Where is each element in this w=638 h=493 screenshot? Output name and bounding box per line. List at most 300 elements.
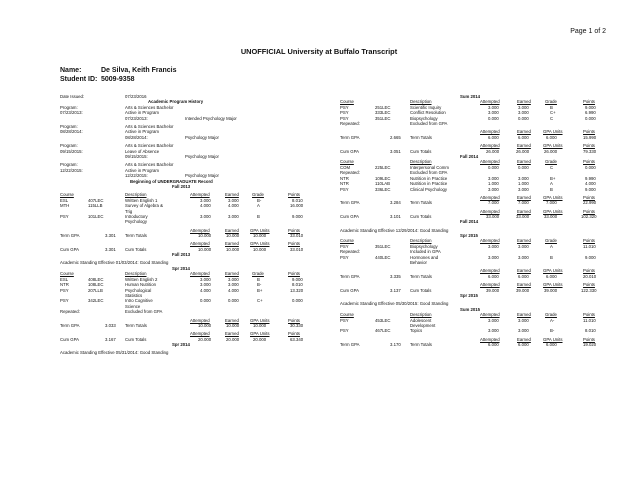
transcript-cell: Sum 2015 (460, 306, 481, 312)
transcript-cell: 19.020 (583, 342, 597, 348)
transcript-cell: COM (340, 164, 351, 170)
transcript-cell: Excluded from GPA (410, 121, 448, 127)
transcript-cell: Description (410, 238, 432, 244)
transcript-cell: Term Totals (410, 134, 432, 140)
transcript-cell: 3.000 (518, 254, 529, 260)
transcript-cell: Beginning of UNDERGRADUATE Record (130, 178, 213, 184)
transcript-cell: 09/15/2015: (60, 148, 83, 154)
transcript-cell: 3.000 (228, 282, 239, 288)
transcript-cell: 3.000 (518, 110, 529, 116)
transcript-cell: Cum Totals (410, 213, 432, 219)
transcript-cell: Attempted (190, 227, 210, 233)
transcript-cell: PSY (340, 317, 349, 323)
transcript-cell: Arts & Sciences Bachelor (125, 104, 174, 110)
transcript-cell: Academic Standing Effective 05/30/2015: Good Standing (340, 301, 449, 307)
transcript-cell: 07/23/2013: (60, 110, 83, 116)
transcript-cell: 33.000 (486, 213, 500, 219)
transcript-cell: Conflict Resolution (410, 110, 446, 116)
transcript-line (340, 342, 610, 347)
transcript-cell: PSY (340, 110, 349, 116)
transcript-cell: Nutrition in Practice (410, 175, 448, 181)
transcript-cell: A- (550, 317, 555, 323)
transcript-cell: Clinical Psychology (410, 186, 448, 192)
transcript-cell: Excluded from GPA (125, 309, 163, 315)
transcript-cell: 4.000 (228, 203, 239, 209)
transcript-cell: GPA Units (250, 317, 270, 323)
transcript-cell: 101LEC (88, 213, 104, 219)
transcript-cell: Psychological (125, 287, 152, 293)
transcript-cell: Arts & Sciences Bachelor (125, 123, 174, 129)
transcript-cell: 0.000 (488, 164, 499, 170)
transcript-cell: 102.320 (581, 213, 597, 219)
transcript-cell: 10.000 (226, 246, 240, 252)
transcript-cell: 3.000 (488, 110, 499, 116)
transcript-cell: 3.284 (390, 200, 401, 206)
transcript-cell: Human Nutrition (125, 282, 157, 288)
transcript-cell: Course (340, 238, 354, 244)
transcript-cell: 3.137 (390, 287, 401, 293)
transcript-cell: 10.000 (253, 233, 267, 239)
transcript-left-column (60, 94, 325, 489)
transcript-cell: 225LEC (375, 164, 391, 170)
transcript-cell: Written English 2 (125, 276, 158, 282)
transcript-cell: Points (583, 282, 595, 288)
transcript-cell: Statistics (125, 293, 143, 299)
transcript-cell: Survey of Algebra & (125, 203, 163, 209)
transcript-cell: PSY (340, 243, 349, 249)
transcript-cell: GPA Units (543, 282, 563, 288)
transcript-cell: 1.000 (488, 181, 499, 187)
transcript-cell: Biopsychology (410, 243, 438, 249)
transcript-cell: Cum GPA (60, 336, 80, 342)
transcript-cell: Earned (225, 192, 239, 198)
transcript-cell: Attempted (480, 194, 500, 200)
transcript-cell: Points (288, 331, 300, 337)
transcript-cell: 342LEC (88, 298, 104, 304)
transcript-cell: NTR (340, 175, 349, 181)
transcript-cell: Points (583, 238, 595, 244)
transcript-cell: Earned (225, 241, 239, 247)
transcript-cell: Active in Program (125, 129, 159, 135)
transcript-cell: 33.010 (290, 233, 304, 239)
transcript-cell: 6.000 (488, 342, 499, 348)
transcript-cell: Term Totals (410, 342, 432, 348)
transcript-cell: 3.000 (228, 213, 239, 219)
transcript-cell: Attempted (480, 336, 500, 342)
transcript-cell: 2.665 (390, 134, 401, 140)
transcript-cell: Scientific Inquiry (410, 104, 442, 110)
transcript-cell: Cum GPA (340, 287, 360, 293)
transcript-cell: B (550, 104, 553, 110)
transcript-cell: Course (340, 99, 354, 105)
transcript-cell: Repeated: (340, 170, 360, 176)
transcript-cell: 6.000 (518, 134, 529, 140)
transcript-cell: Description (410, 312, 432, 318)
transcript-cell: Intro Cognitive (125, 298, 153, 304)
transcript-cell: Grade (252, 271, 264, 277)
transcript-cell: Cum GPA (340, 213, 360, 219)
transcript-cell: Academic Standing Effective 12/29/2014: Good Standing (340, 227, 449, 233)
transcript-cell: 10.000 (253, 323, 267, 328)
transcript-cell: GPA Units (250, 227, 270, 233)
transcript-cell: PSY (340, 115, 349, 121)
transcript-cell: Psychology Major (185, 134, 219, 140)
transcript-cell: Points (583, 194, 595, 200)
transcript-cell: PSY (60, 298, 69, 304)
transcript-cell: 3.000 (488, 243, 499, 249)
transcript-cell: Points (583, 208, 595, 214)
transcript-cell: 79.330 (583, 148, 597, 154)
transcript-cell: 10.000 (198, 323, 212, 328)
transcript-cell: 4.000 (228, 287, 239, 293)
transcript-cell: Hormones and (410, 254, 439, 260)
transcript-cell: Earned (225, 271, 239, 277)
transcript-cell: 3.000 (488, 104, 499, 110)
transcript-cell: Points (583, 268, 595, 274)
transcript-cell: Spr 2015 (460, 233, 478, 239)
transcript-cell: 3.301 (105, 233, 116, 239)
transcript-cell: 6.000 (546, 134, 557, 140)
transcript-cell: 9.000 (585, 186, 596, 192)
transcript-cell: A (257, 203, 260, 209)
transcript-cell: 9.000 (585, 104, 596, 110)
transcript-cell: 20.000 (198, 336, 212, 342)
transcript-cell: 13.320 (290, 287, 304, 293)
transcript-cell: Attempted (480, 143, 500, 149)
transcript-cell: 3.000 (518, 104, 529, 110)
transcript-cell: 09/15/2015: (125, 153, 148, 159)
transcript-cell: 122.330 (581, 287, 597, 293)
transcript-cell: 30.330 (290, 323, 304, 328)
transcript-cell: 9.000 (292, 213, 303, 219)
transcript-cell: Earned (517, 238, 531, 244)
transcript-cell: Program: (60, 104, 78, 110)
transcript-cell: 12/22/2015: (60, 167, 83, 173)
transcript-cell: Description (410, 99, 432, 105)
transcript-cell: Term Totals (125, 233, 147, 239)
transcript-cell: B- (257, 282, 262, 288)
transcript-cell: 336LEC (375, 186, 391, 192)
transcript-cell: Points (288, 317, 300, 323)
transcript-cell: Academic Standing Effective 01/03/2014: Good Standing (60, 260, 169, 266)
transcript-cell: B (550, 186, 553, 192)
transcript-cell: 6.000 (546, 273, 557, 279)
transcript-cell: 3.000 (518, 328, 529, 334)
transcript-cell: 251LEC (375, 104, 391, 110)
transcript-cell: Term GPA (340, 342, 360, 348)
student-name-label: Name: (60, 67, 82, 74)
transcript-cell: Points (288, 227, 300, 233)
transcript-cell: Grade (545, 312, 557, 318)
transcript-cell: Grade (545, 99, 557, 105)
transcript-cell: Description (125, 271, 147, 277)
transcript-cell: GPA Units (543, 268, 563, 274)
transcript-cell: Fall 2013 (172, 183, 191, 189)
transcript-cell: Written English 1 (125, 197, 158, 203)
transcript-cell: 0.000 (228, 298, 239, 304)
transcript-cell: 467LEC (375, 328, 391, 334)
transcript-cell: Academic Program History (148, 99, 204, 105)
student-id-label: Student ID: (60, 76, 98, 83)
transcript-cell: 7.000 (488, 200, 499, 206)
transcript-cell: Adolescent (410, 317, 432, 323)
transcript-cell: Attempted (480, 99, 500, 105)
transcript-cell: Term GPA (340, 200, 360, 206)
transcript-cell: Interpersonal Comm (410, 164, 449, 170)
transcript-cell: Attempted (480, 208, 500, 214)
transcript-cell: Intended Psychology Major (185, 115, 237, 121)
transcript-cell: Course (60, 271, 74, 277)
transcript-cell: 351LEC (375, 243, 391, 249)
transcript-cell: Grade (545, 159, 557, 165)
transcript-cell: Attempted (190, 241, 210, 247)
transcript-cell: GPA Units (543, 194, 563, 200)
transcript-cell: Term GPA (60, 233, 80, 239)
transcript-cell: 8.010 (292, 282, 303, 288)
transcript-cell: 3.101 (390, 213, 401, 219)
transcript-cell: 39.000 (516, 287, 530, 293)
transcript-cell: Active in Program (125, 110, 159, 116)
transcript-cell: 3.000 (488, 186, 499, 192)
transcript-cell: 7.000 (546, 200, 557, 206)
transcript-cell: 0.000 (518, 115, 529, 121)
transcript-cell: NTR (60, 282, 69, 288)
transcript-cell: Description (410, 159, 432, 165)
transcript-cell: PSY (340, 186, 349, 192)
transcript-cell: Attempted (190, 317, 210, 323)
transcript-cell: Points (583, 129, 595, 135)
transcript-cell: B+ (550, 175, 556, 181)
transcript-cell: 4.000 (585, 181, 596, 187)
transcript-cell: A (550, 181, 553, 187)
transcript-cell: Arts & Sciences Bachelor (125, 162, 174, 168)
document-title: UNOFFICIAL University at Buffalo Transcript (240, 47, 398, 56)
transcript-cell: Fall 2014 (460, 153, 479, 159)
transcript-cell: 10.000 (198, 246, 212, 252)
transcript-cell: 6.000 (518, 342, 529, 348)
transcript-cell: 22.990 (583, 200, 597, 206)
page-number: Page 1 of 2 (570, 28, 606, 35)
transcript-cell: Spr 2014 (172, 342, 190, 348)
transcript-cell: 3.000 (200, 282, 211, 288)
transcript-cell: 0.000 (518, 164, 529, 170)
transcript-cell: Points (288, 241, 300, 247)
transcript-cell: B- (550, 328, 555, 334)
transcript-cell: PSY (340, 254, 349, 260)
transcript-cell: Course (60, 192, 74, 198)
transcript-cell: Fall 2013 (172, 252, 191, 258)
transcript-cell: PSY (60, 213, 69, 219)
transcript-cell: Trig (125, 208, 133, 214)
transcript-cell: Repeated: (340, 121, 360, 127)
transcript-cell: Science (125, 303, 141, 309)
transcript-cell: 6.000 (518, 273, 529, 279)
transcript-cell: 3.000 (518, 186, 529, 192)
transcript-cell: 08/28/2014: (60, 129, 83, 135)
transcript-cell: 3.000 (200, 276, 211, 282)
student-name: De Silva, Keith Francis (101, 67, 177, 74)
transcript-cell: Earned (517, 336, 531, 342)
transcript-cell: 207LLB (88, 287, 103, 293)
transcript-cell: 26.000 (516, 148, 530, 154)
transcript-cell: Term Totals (410, 200, 432, 206)
transcript-cell: 407LEC (88, 197, 104, 203)
transcript-cell: Cum GPA (60, 246, 80, 252)
transcript-cell: Points (583, 99, 595, 105)
transcript-cell: Earned (517, 129, 531, 135)
transcript-cell: 9.990 (585, 175, 596, 181)
transcript-cell: Earned (517, 312, 531, 318)
transcript-cell: Repeated: (340, 249, 360, 255)
transcript-cell: 63.340 (290, 336, 304, 342)
transcript-cell: C+ (257, 298, 263, 304)
transcript-cell: 115LLB (88, 203, 103, 209)
transcript-cell: A (550, 243, 553, 249)
transcript-cell: Development (410, 323, 436, 328)
transcript-cell: 10.000 (226, 323, 240, 328)
transcript-cell: 1.000 (518, 181, 529, 187)
transcript-cell: 0.000 (292, 298, 303, 304)
transcript-cell: 351LEC (375, 115, 391, 121)
transcript-cell: 3.000 (518, 243, 529, 249)
transcript-cell: 108LEC (88, 282, 104, 288)
transcript-cell: Attempted (480, 312, 500, 318)
transcript-cell: 3.167 (105, 336, 116, 342)
transcript-cell: GPA Units (543, 143, 563, 149)
transcript-cell: B+ (257, 287, 263, 293)
transcript-cell: Cum Totals (410, 287, 432, 293)
transcript-cell: 12/22/2015: (125, 173, 148, 179)
transcript-cell: 20.010 (583, 273, 597, 279)
transcript-cell: 6.000 (488, 273, 499, 279)
transcript-cell: Attempted (190, 271, 210, 277)
transcript-cell: 8.010 (585, 328, 596, 334)
transcript-cell: 26.000 (486, 148, 500, 154)
transcript-cell: 6.000 (488, 134, 499, 140)
transcript-cell: Program: (60, 143, 78, 149)
transcript-cell: Earned (225, 331, 239, 337)
transcript-cell: 10.000 (226, 233, 240, 239)
transcript-cell: 0.000 (585, 115, 596, 121)
transcript-cell: 3.000 (488, 254, 499, 260)
transcript-cell: Term Totals (125, 323, 147, 328)
student-id: 5009-9358 (101, 76, 135, 83)
transcript-cell: 3.000 (200, 197, 211, 203)
transcript-cell: Points (288, 192, 300, 198)
transcript-cell: Earned (517, 143, 531, 149)
transcript-cell: Cum Totals (410, 148, 432, 154)
transcript-cell: MTH (60, 203, 70, 209)
transcript-cell: 16.000 (290, 203, 304, 209)
transcript-cell: Arts & Sciences Bachelor (125, 143, 174, 149)
transcript-cell: 33.010 (290, 246, 304, 252)
transcript-cell: Psychology Major (185, 153, 219, 159)
transcript-line (60, 350, 325, 355)
transcript-cell: Earned (517, 282, 531, 288)
transcript-cell: 3.000 (518, 175, 529, 181)
transcript-cell: 6.000 (546, 342, 557, 348)
transcript-cell: Points (288, 271, 300, 277)
transcript-cell: Course (340, 159, 354, 165)
transcript-cell: Cum Totals (125, 336, 147, 342)
transcript-cell: PSY (340, 328, 349, 334)
transcript-cell: Attempted (480, 159, 500, 165)
transcript-cell: Behavior (410, 260, 427, 266)
transcript-cell: Attempted (480, 282, 500, 288)
transcript-cell: Academic Standing Effective 05/31/2014: Good Standing (60, 350, 169, 356)
transcript-cell: Sum 2014 (460, 94, 481, 99)
transcript-cell: 39.000 (544, 287, 558, 293)
transcript-cell: 6.990 (585, 110, 596, 116)
transcript-cell: 3.000 (228, 276, 239, 282)
transcript-cell: Psychology Major (185, 173, 219, 179)
transcript-cell: Course (340, 312, 354, 318)
transcript-cell: C (550, 115, 554, 121)
transcript-cell: Grade (545, 238, 557, 244)
transcript-cell: 440LEC (375, 254, 391, 260)
transcript-cell: Biopsychology (410, 115, 438, 121)
transcript-cell: ESL (60, 276, 69, 282)
transcript-cell: Grade (252, 192, 264, 198)
transcript-right-column (340, 94, 610, 489)
transcript-cell: Attempted (190, 331, 210, 337)
transcript-cell: 11.010 (583, 317, 596, 323)
transcript-cell: Term GPA (340, 134, 360, 140)
transcript-cell: 08/28/2014: (125, 134, 148, 140)
transcript-cell: Earned (517, 159, 531, 165)
transcript-cell: B (257, 276, 260, 282)
transcript-cell: 20.000 (253, 336, 267, 342)
transcript-cell: Repeated: (60, 309, 80, 315)
transcript-cell: 0.000 (585, 164, 596, 170)
transcript-cell: 11.010 (583, 243, 596, 249)
transcript-cell: 0.000 (200, 298, 211, 304)
transcript-cell: Term GPA (340, 273, 360, 279)
transcript-cell: 0.000 (488, 115, 499, 121)
transcript-cell: 33.000 (544, 213, 558, 219)
transcript-cell: Points (583, 312, 595, 318)
transcript-cell: B (257, 213, 260, 219)
transcript-cell: 9.000 (585, 254, 596, 260)
transcript-cell: 7.000 (518, 200, 529, 206)
transcript-cell: Description (125, 192, 147, 198)
transcript-cell: Fall 2014 (460, 219, 479, 225)
transcript-cell: Spr 2014 (172, 265, 190, 271)
transcript-cell: Points (583, 159, 595, 165)
transcript-cell: 4.000 (200, 203, 211, 209)
transcript-cell: Earned (517, 268, 531, 274)
transcript-cell: 10.000 (198, 233, 212, 239)
transcript-cell: ESL (60, 197, 69, 203)
transcript-cell: 39.000 (486, 287, 500, 293)
transcript-cell: Topics (410, 328, 423, 334)
transcript-cell: 109LEC (375, 175, 391, 181)
transcript-cell: Term GPA (60, 323, 80, 328)
transcript-cell: Earned (517, 99, 531, 105)
transcript-cell: 07/23/2016 (125, 94, 147, 99)
transcript-cell: Attempted (480, 238, 500, 244)
transcript-cell: 3.000 (488, 175, 499, 181)
transcript-cell: PSY (60, 287, 69, 293)
transcript-cell: Term Totals (410, 273, 432, 279)
transcript-cell: Earned (225, 317, 239, 323)
transcript-cell: Cum GPA (340, 148, 360, 154)
transcript-cell: Psychology (125, 219, 147, 225)
transcript-cell: 15.990 (583, 134, 597, 140)
transcript-cell: 110LAB (375, 181, 390, 187)
transcript-cell: GPA Units (543, 129, 563, 135)
transcript-cell: Points (583, 336, 595, 342)
